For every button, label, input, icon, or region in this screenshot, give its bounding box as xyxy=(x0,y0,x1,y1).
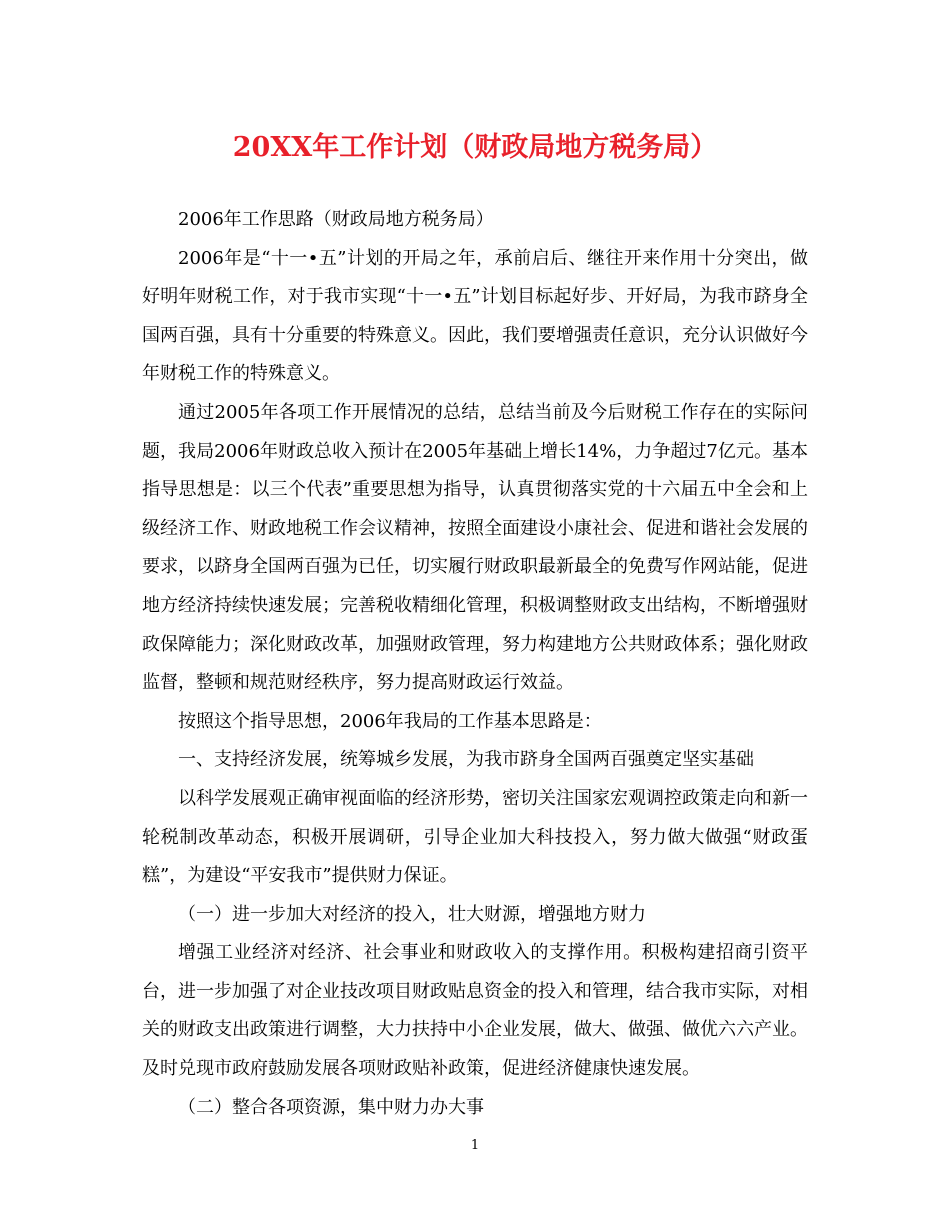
subsection-heading: （二）整合各项资源，集中财力办大事 xyxy=(178,1096,484,1118)
paragraph: 按照这个指导思想，2006年我局的工作基本思路是： xyxy=(178,710,602,732)
section-heading: 一、支持经济发展，统筹城乡发展，为我市跻身全国两百强奠定坚实基础 xyxy=(178,749,754,771)
paragraph-heading: 2006年工作思路（财政局地方税务局） xyxy=(178,209,494,230)
paragraph: 2006年是“十一•五”计划的开局之年，承前启后、继往开来作用十分突出，做好明年财税工作，对于我市实现“十一•五”计划目标起好步、开好局，为我市跻身全国两百强，具有十分重要的特殊意义。因此，我们要增强责任意识，充分认识做好今年财税工作的特殊意义。 xyxy=(142,247,808,385)
paragraph: 增强工业经济对经济、社会事业和财政收入的支撑作用。积极构建招商引资平台，进一步加强了对企业技改项目财政贴息资金的投入和管理，结合我市实际，对相关的财政支出政策进行调整，大力扶持中小企业发展，做大、做强、做优六六产业。及时兑现市政府鼓励发展各项财政贴补政策，促进经济健康快速发展。 xyxy=(142,942,808,1080)
subsection-heading: （一）进一步加大对经济的投入，壮大财源，增强地方财力 xyxy=(178,903,646,925)
document-body xyxy=(142,201,808,1127)
paragraph: 通过2005年各项工作开展情况的总结，总结当前及今后财税工作存在的实际问题，我局2006年财政总收入预计在2005年基础上增长14%，力争超过7亿元。基本指导思想是：以三个代表”重要思想为指导，认真贯彻落实党的十六届五中全会和上级经济工作、财政地税工作会议精神，按照全面建设小康社会、促进和谐社会发展的要求，以跻身全国两百强为已任，切实履行财政职最新最全的免费写作网站能，促进地方经济持续快速发展；完善税收精细化管理，积极调整财政支出结构，不断增强财政保障能力；深化财政改革，加强财政管理，努力构建地方公共财政体系；强化财政监督，整顿和规范财经秩序，努力提高财政运行效益。 xyxy=(142,401,808,694)
paragraph: 以科学发展观正确审视面临的经济形势，密切关注国家宏观调控政策走向和新一轮税制改革动态，积极开展调研，引导企业加大科技投入，努力做大做强“财政蛋糕”，为建设“平安我市”提供财力保证。 xyxy=(142,787,808,887)
page-number: 1 xyxy=(470,1138,480,1153)
document-title: 20XX年工作计划（财政局地方税务局） xyxy=(232,132,718,163)
